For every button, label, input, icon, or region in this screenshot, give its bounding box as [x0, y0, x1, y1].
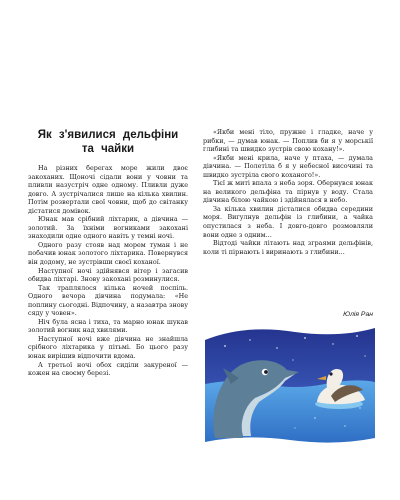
- left-paragraph-5: Так траплялося кілька ночей поспіль. Одного вечора дівчина подумала: «Не поплину сьогодні. Відпочину, а назавтра знову сяду у човен».: [28, 283, 188, 318]
- left-paragraph-2: Юнак мав срібний ліхтарик, а дівчина — золотий. За їхніми вогниками закохані знаходили одне одного навіть у темні ночі.: [28, 215, 188, 241]
- right-paragraph-5: Відтоді чайки літають над зграями дельфінів, коли ті пірнають і виринають з глибини...: [203, 239, 373, 256]
- right-paragraph-1: «Якби мені тіло, пружне і гладке, наче у рибки, — думав юнак. — Поплив би я у морськії глибині та швидко зустрів свою кохану!».: [203, 128, 373, 154]
- left-column: [28, 128, 188, 378]
- left-paragraph-7: Наступної ночі вже дівчина не знайшла срібного ліхтарика у пітьмі. Бо цього разу юнак вирішив відпочити вдома.: [28, 334, 188, 361]
- left-paragraph-8: А третьої ночі обох сиділи закуреної — кожен на своєму березі.: [28, 360, 188, 378]
- left-paragraph-6: Ніч була ясна і тиха, та марно юнак шукав золотий вогник над хвилями.: [28, 317, 188, 335]
- left-paragraph-1: На різних берегах море жили двоє закоханих. Щоночі сідали вони у човни та пливли назустріч одне одному. Пливли дуже довго. А зустрічалися лише на кілька хвилин. Потім розвертали свої човни, щоб до світанку дістатися домівок.: [28, 164, 188, 215]
- story-title: [28, 128, 188, 156]
- right-paragraph-4: За кілька хвилин дісталися обидва середини моря. Вигулнув дельфін із глибини, а чайка опустилася з неба. І довго-довго розмовляли вони одне з одним...: [203, 204, 373, 239]
- right-paragraph-2: «Якби мені крила, наче у птаха, — думала дівчина. — Полетіла б я у небесної височині та швидко зустріла свого коханого!».: [203, 153, 373, 179]
- left-paragraph-3: Одного разу стояв над морем туман і не побачив юнак золотого ліхтарика. Повернувся він додому, не зустрівши своєї коханої.: [28, 240, 188, 267]
- story-illustration: [205, 326, 375, 446]
- right-paragraph-3: Тієї ж миті впала з неба зоря. Обернувся юнак на великого дельфіна та пірнув у воду. Стала дівчина білою чайкою і здійнялася в небо.: [203, 179, 373, 205]
- author-name: Юлія Ран: [343, 311, 373, 318]
- story-title-line1: Як з'явилися дельфіни: [37, 129, 179, 141]
- left-paragraph-4: Наступної ночі здійнявся вітер і загасив обидва ліхтарі. Знову закохані розминулися.: [28, 266, 188, 284]
- story-title-line2: та чайки: [81, 143, 135, 155]
- right-column: [203, 128, 373, 256]
